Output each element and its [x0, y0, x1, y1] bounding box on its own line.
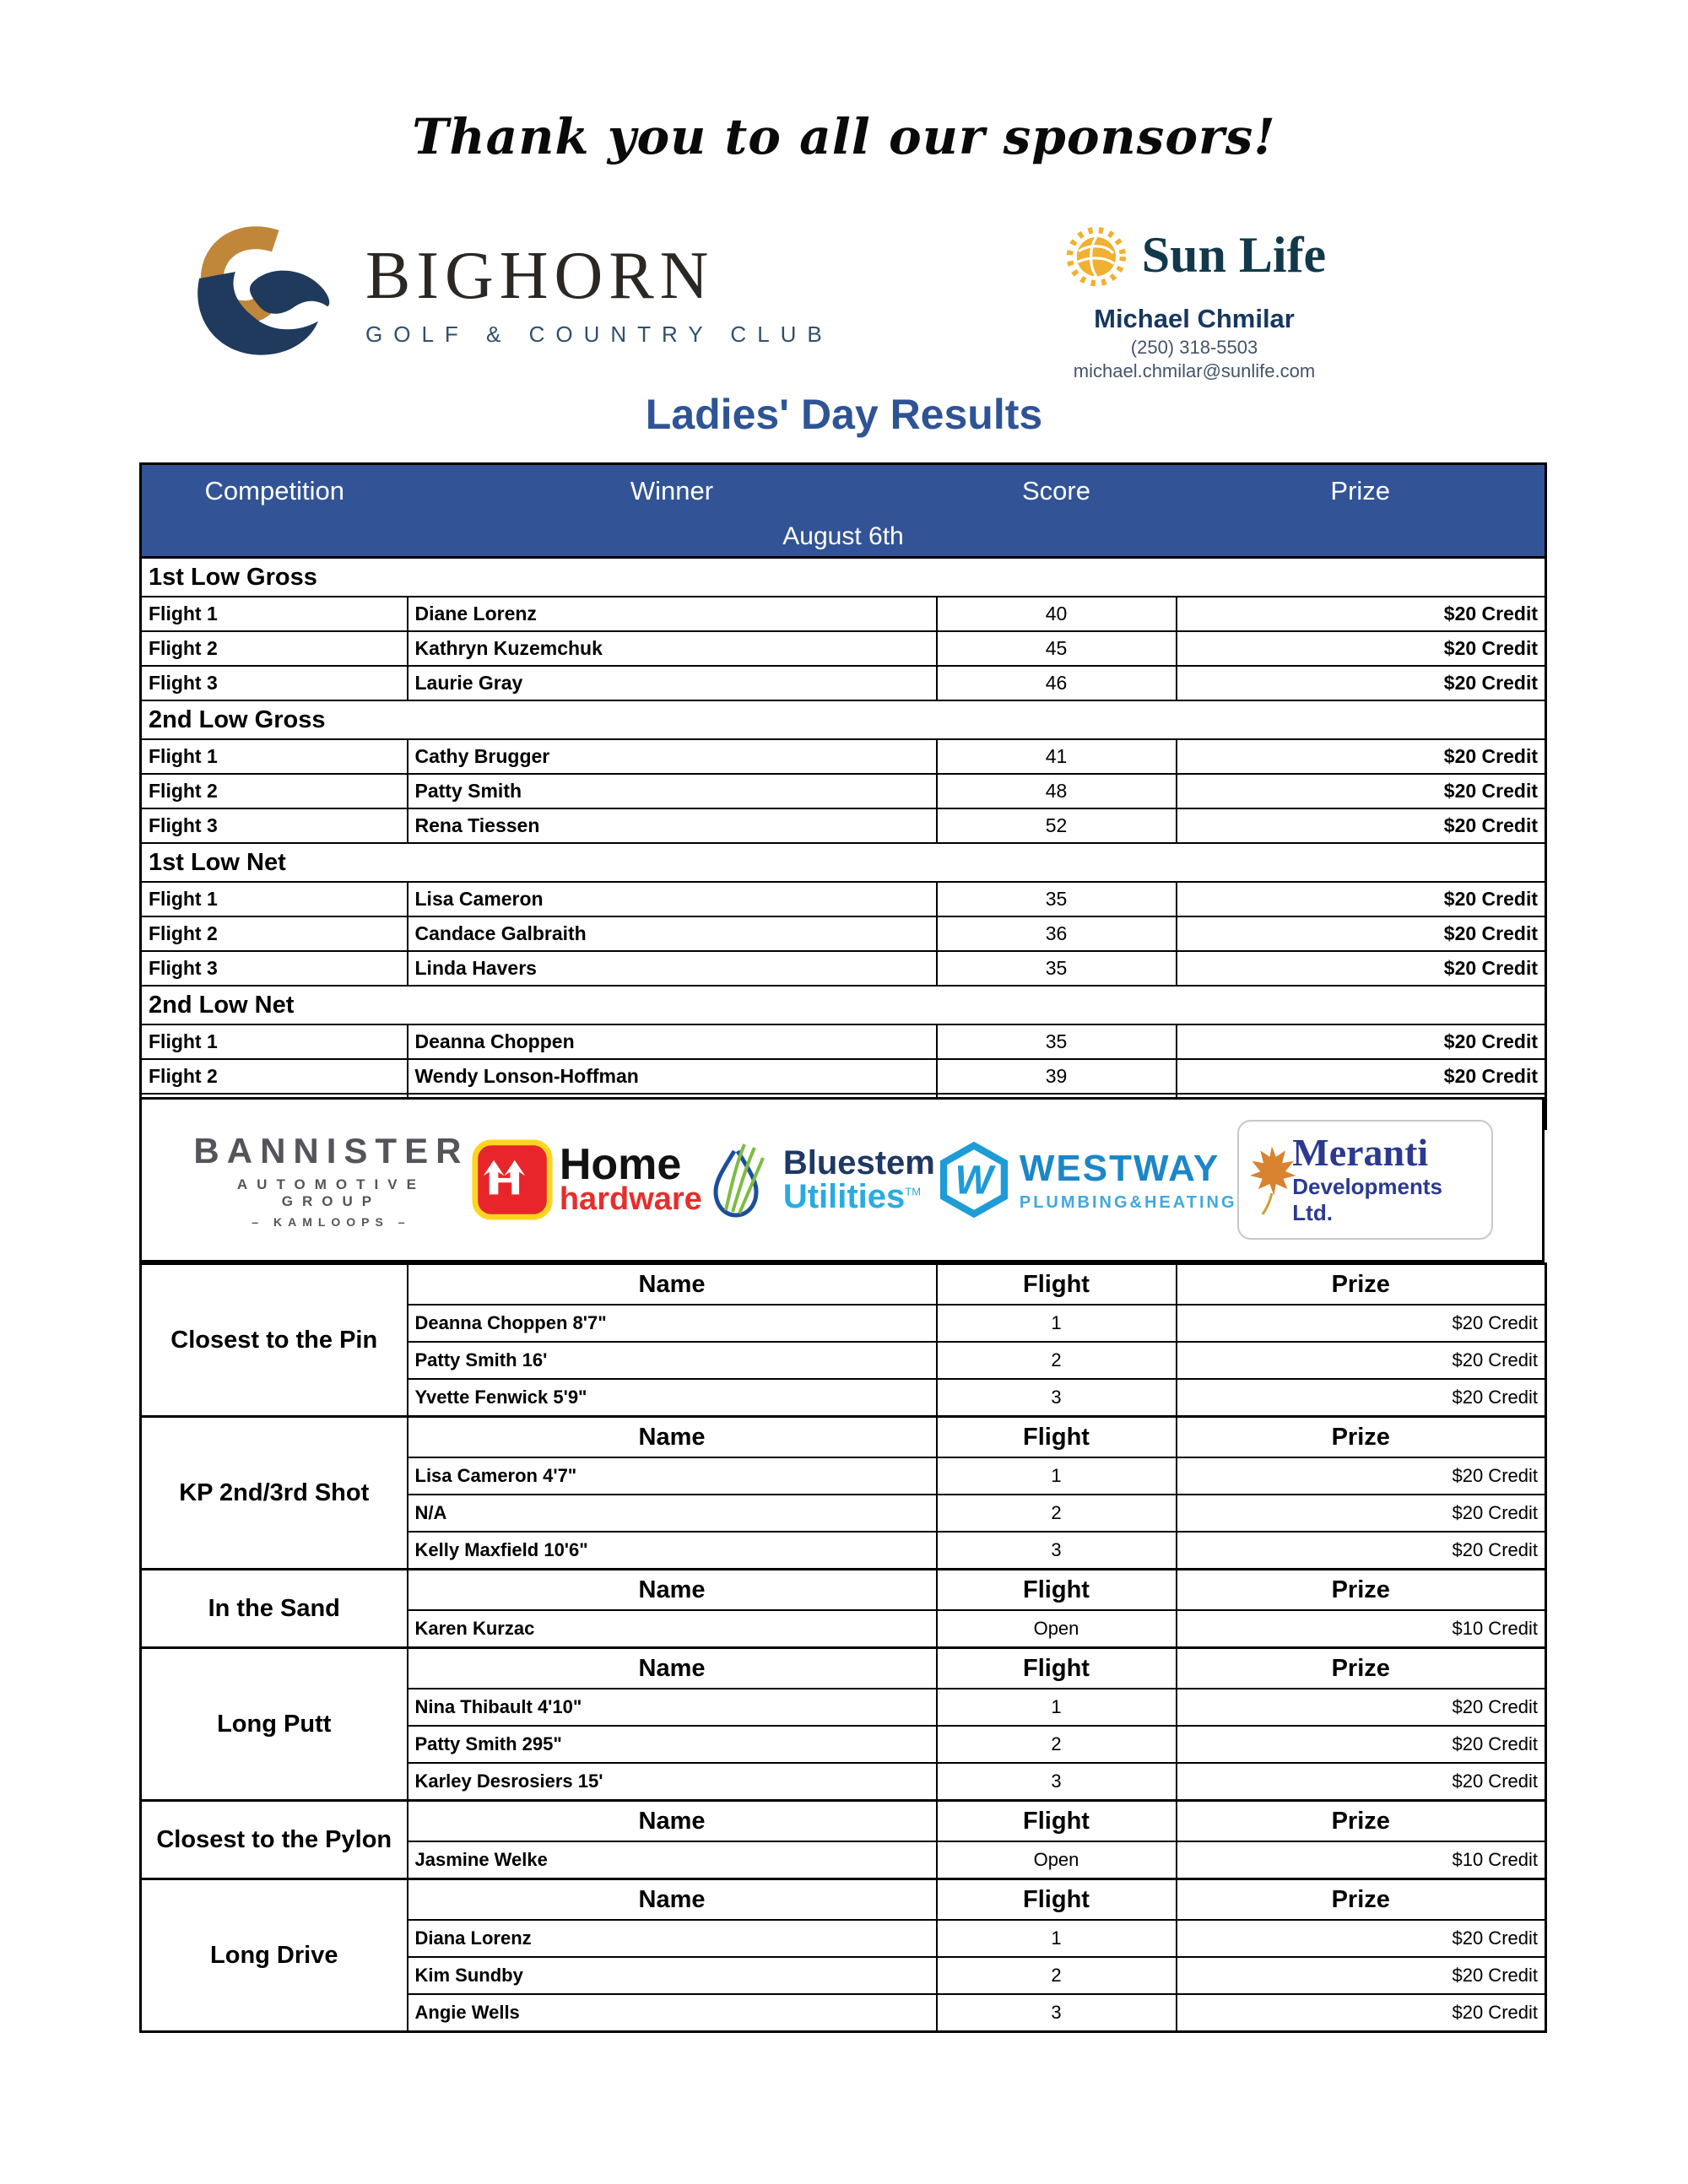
winner-cell: Lisa Cameron — [408, 882, 937, 916]
svg-text:W: W — [955, 1158, 993, 1203]
prize-cell: $20 Credit — [1177, 1457, 1546, 1495]
col-header-competition: Competition — [141, 464, 408, 518]
flight-cell: 1 — [937, 1920, 1177, 1957]
sunlife-email: michael.chmilar@sunlife.com — [1073, 360, 1316, 381]
flight-cell: Flight 3 — [141, 666, 408, 700]
bannister-subtitle: AUTOMOTIVE GROUP — [236, 1176, 425, 1209]
score-cell: 45 — [937, 631, 1177, 666]
bighorn-wordmark — [365, 238, 833, 348]
home-hardware-logo — [472, 1139, 702, 1220]
col-header-winner: Winner — [408, 464, 937, 518]
name-cell: Patty Smith 295" — [408, 1726, 937, 1763]
prize-cell: $20 Credit — [1177, 597, 1546, 631]
westway-word1: WESTWAY — [1019, 1147, 1220, 1189]
flight-cell: 3 — [937, 1763, 1177, 1801]
results-table — [139, 462, 1547, 1130]
prize-cell: $20 Credit — [1177, 1994, 1546, 2032]
col-header-flight: Flight — [937, 1879, 1177, 1921]
bluestem-wordmark — [783, 1146, 935, 1214]
winner-cell: Laurie Gray — [408, 666, 937, 700]
flight-cell: Flight 3 — [141, 951, 408, 986]
col-header-prize: Prize — [1177, 1648, 1546, 1689]
table-row — [141, 882, 1546, 916]
prize-cell: $20 Credit — [1177, 1689, 1546, 1726]
flight-cell: 2 — [937, 1495, 1177, 1532]
table-row — [141, 1024, 1546, 1059]
flight-cell: 3 — [937, 1379, 1177, 1417]
flight-cell: Flight 1 — [141, 882, 408, 916]
winner-cell: Candace Galbraith — [408, 916, 937, 951]
meranti-maple-leaf-icon — [1246, 1139, 1298, 1220]
home-hardware-word1: Home — [559, 1139, 682, 1189]
table-row — [141, 774, 1546, 808]
westway-wordmark — [1020, 1148, 1237, 1213]
score-cell: 40 — [937, 597, 1177, 631]
bannister-logo — [191, 1131, 472, 1229]
name-cell: Kelly Maxfield 10'6" — [408, 1532, 937, 1570]
flight-cell: 2 — [937, 1957, 1177, 1994]
category-label: Closest to the Pin — [141, 1264, 408, 1417]
prize-cell: $10 Credit — [1177, 1841, 1546, 1879]
section-closest-to-the-pylon — [141, 1801, 1546, 1879]
category-label: Closest to the Pylon — [141, 1801, 408, 1879]
section-closest-to-the-pin — [141, 1264, 1546, 1417]
bannister-name: BANNISTER — [193, 1131, 469, 1170]
section-header — [141, 558, 1546, 597]
home-hardware-wordmark — [559, 1139, 702, 1218]
results-table-header — [141, 464, 1546, 558]
section-header — [141, 986, 1546, 1024]
category-label: Long Putt — [141, 1648, 408, 1801]
prize-cell: $20 Credit — [1177, 916, 1546, 951]
home-hardware-icon — [472, 1139, 553, 1220]
col-header-prize: Prize — [1177, 464, 1546, 518]
section-header-row — [141, 1879, 1546, 1921]
section-long-drive — [141, 1879, 1546, 2032]
col-header-name: Name — [408, 1879, 937, 1921]
flight-cell: 1 — [937, 1689, 1177, 1726]
table-row — [141, 916, 1546, 951]
name-cell: N/A — [408, 1495, 937, 1532]
prize-cell: $20 Credit — [1177, 1532, 1546, 1570]
col-header-prize: Prize — [1177, 1417, 1546, 1458]
col-header-name: Name — [408, 1648, 937, 1689]
bluestem-word2 — [783, 1180, 935, 1214]
score-cell: 52 — [937, 808, 1177, 843]
section-title: 2nd Low Net — [141, 986, 1546, 1024]
meranti-logo — [1237, 1120, 1494, 1240]
sponsor-logo-band — [139, 1097, 1545, 1262]
westway-hexagon-icon — [935, 1139, 1013, 1220]
score-cell: 39 — [937, 1059, 1177, 1094]
bluestem-drop-icon — [702, 1139, 775, 1220]
sunlife-phone: (250) 318-5503 — [1130, 337, 1258, 358]
winner-cell: Deanna Choppen — [408, 1024, 937, 1059]
col-header-name: Name — [408, 1264, 937, 1306]
bighorn-subtitle: GOLF & COUNTRY CLUB — [365, 321, 833, 347]
flight-cell: Flight 1 — [141, 739, 408, 774]
flight-cell: 3 — [937, 1532, 1177, 1570]
name-cell: Patty Smith 16' — [408, 1342, 937, 1379]
flight-cell: Flight 1 — [141, 1024, 408, 1059]
section-title: 1st Low Gross — [141, 558, 1546, 597]
flight-cell: Flight 2 — [141, 1059, 408, 1094]
flight-cell: 2 — [937, 1726, 1177, 1763]
meranti-word1: Meranti — [1292, 1131, 1429, 1174]
prize-cell: $20 Credit — [1177, 1342, 1546, 1379]
col-header-flight: Flight — [937, 1570, 1177, 1611]
name-cell: Diana Lorenz — [408, 1920, 937, 1957]
flight-cell: 1 — [937, 1457, 1177, 1495]
winner-cell: Rena Tiessen — [408, 808, 937, 843]
section-header — [141, 700, 1546, 739]
score-cell: 46 — [937, 666, 1177, 700]
section-long-putt — [141, 1648, 1546, 1801]
category-label: Long Drive — [141, 1879, 408, 2032]
prize-cell: $20 Credit — [1177, 1957, 1546, 1994]
section-header-row — [141, 1570, 1546, 1611]
prize-cell: $20 Credit — [1177, 1024, 1546, 1059]
prize-cell: $20 Credit — [1177, 739, 1546, 774]
table-row — [141, 739, 1546, 774]
col-header-name: Name — [408, 1570, 937, 1611]
score-cell: 41 — [937, 739, 1177, 774]
prize-cell: $20 Credit — [1177, 631, 1546, 666]
section-header-row — [141, 1648, 1546, 1689]
table-row — [141, 631, 1546, 666]
section-kp-2nd-3rd-shot — [141, 1417, 1546, 1570]
prize-cell: $20 Credit — [1177, 1059, 1546, 1094]
bluestem-word1: Bluestem — [782, 1144, 935, 1181]
score-cell: 35 — [937, 951, 1177, 986]
prize-cell: $10 Credit — [1177, 1610, 1546, 1648]
score-cell: 48 — [937, 774, 1177, 808]
winner-cell: Linda Havers — [408, 951, 937, 986]
sunlife-brand-text: Sun Life — [1141, 226, 1327, 283]
bluestem-logo — [702, 1139, 935, 1220]
name-cell: Jasmine Welke — [408, 1841, 937, 1879]
sunlife-contact-name: Michael Chmilar — [1094, 304, 1295, 333]
section-header-row — [141, 1801, 1546, 1842]
col-header-prize: Prize — [1177, 1264, 1546, 1306]
name-cell: Karen Kurzac — [408, 1610, 937, 1648]
bighorn-ram-icon — [190, 224, 350, 365]
brand-header — [139, 215, 1545, 409]
col-header-prize: Prize — [1177, 1570, 1546, 1611]
col-header-flight: Flight — [937, 1417, 1177, 1458]
col-header-flight: Flight — [937, 1648, 1177, 1689]
name-cell: Angie Wells — [408, 1994, 937, 2032]
table-row — [141, 808, 1546, 843]
home-hardware-word2: hardware — [559, 1181, 702, 1218]
flight-cell: Open — [937, 1610, 1177, 1648]
sunlife-logo — [1047, 219, 1342, 290]
bighorn-logo — [190, 224, 833, 365]
section-header — [141, 843, 1546, 882]
col-header-name: Name — [408, 1801, 937, 1842]
bannister-location: – KAMLOOPS – — [252, 1215, 411, 1229]
col-header-flight: Flight — [937, 1264, 1177, 1306]
score-cell: 36 — [937, 916, 1177, 951]
trademark-symbol: TM — [905, 1185, 922, 1198]
bighorn-name: BIGHORN — [365, 238, 715, 313]
prize-cell: $20 Credit — [1177, 774, 1546, 808]
flight-cell: 2 — [937, 1342, 1177, 1379]
name-cell: Kim Sundby — [408, 1957, 937, 1994]
prize-cell: $20 Credit — [1177, 808, 1546, 843]
table-row — [141, 666, 1546, 700]
table-row — [141, 597, 1546, 631]
name-cell: Yvette Fenwick 5'9" — [408, 1379, 937, 1417]
prize-cell: $20 Credit — [1177, 1495, 1546, 1532]
sunlife-sun-icon — [1063, 219, 1133, 290]
prize-cell: $20 Credit — [1177, 1305, 1546, 1342]
prize-cell: $20 Credit — [1177, 1726, 1546, 1763]
prize-cell: $20 Credit — [1177, 951, 1546, 986]
westway-word2: PLUMBING&HEATING — [1019, 1192, 1237, 1212]
section-header-row — [141, 1264, 1546, 1306]
table-row — [141, 1059, 1546, 1094]
prize-cell: $20 Credit — [1177, 1920, 1546, 1957]
winner-cell: Kathryn Kuzemchuk — [408, 631, 937, 666]
col-header-prize: Prize — [1177, 1801, 1546, 1842]
name-cell: Deanna Choppen 8'7" — [408, 1305, 937, 1342]
name-cell: Karley Desrosiers 15' — [408, 1763, 937, 1801]
category-label: KP 2nd/3rd Shot — [141, 1417, 408, 1570]
flight-cell: Flight 2 — [141, 916, 408, 951]
flight-cell: 3 — [937, 1994, 1177, 2032]
flight-cell: Flight 2 — [141, 774, 408, 808]
name-cell: Lisa Cameron 4'7" — [408, 1457, 937, 1495]
section-in-the-sand — [141, 1570, 1546, 1648]
prize-cell: $20 Credit — [1177, 666, 1546, 700]
prize-cell: $20 Credit — [1177, 1379, 1546, 1417]
winner-cell: Cathy Brugger — [408, 739, 937, 774]
flight-cell: Flight 2 — [141, 631, 408, 666]
prize-cell: $20 Credit — [1177, 1763, 1546, 1801]
winner-cell: Wendy Lonson-Hoffman — [408, 1059, 937, 1094]
flight-cell: Flight 1 — [141, 597, 408, 631]
col-header-prize: Prize — [1177, 1879, 1546, 1921]
score-cell: 35 — [937, 1024, 1177, 1059]
col-header-flight: Flight — [937, 1801, 1177, 1842]
meranti-word2: Developments Ltd. — [1292, 1174, 1443, 1225]
thanks-title: Thank you to all our sponsors! — [412, 108, 1276, 165]
category-label: In the Sand — [141, 1570, 408, 1648]
flight-cell: Flight 3 — [141, 808, 408, 843]
score-cell: 35 — [937, 882, 1177, 916]
table-row — [141, 951, 1546, 986]
sunlife-block — [1047, 219, 1342, 382]
bluestem-utilities-text: Utilities — [782, 1178, 906, 1215]
page-title: Ladies' Day Results — [645, 391, 1043, 438]
winner-cell: Diane Lorenz — [408, 597, 937, 631]
col-header-score: Score — [937, 464, 1177, 518]
date-row — [141, 517, 1546, 558]
skills-prizes-table — [139, 1262, 1547, 2033]
flight-cell: 1 — [937, 1305, 1177, 1342]
prize-cell: $20 Credit — [1177, 882, 1546, 916]
winner-cell: Patty Smith — [408, 774, 937, 808]
event-date: August 6th — [141, 517, 1546, 558]
section-title: 1st Low Net — [141, 843, 1546, 882]
column-header-row — [141, 464, 1546, 518]
name-cell: Nina Thibault 4'10" — [408, 1689, 937, 1726]
section-title: 2nd Low Gross — [141, 700, 1546, 739]
col-header-name: Name — [408, 1417, 937, 1458]
meranti-wordmark — [1292, 1133, 1476, 1226]
flight-cell: Open — [937, 1841, 1177, 1879]
section-header-row — [141, 1417, 1546, 1458]
westway-logo — [935, 1139, 1237, 1220]
